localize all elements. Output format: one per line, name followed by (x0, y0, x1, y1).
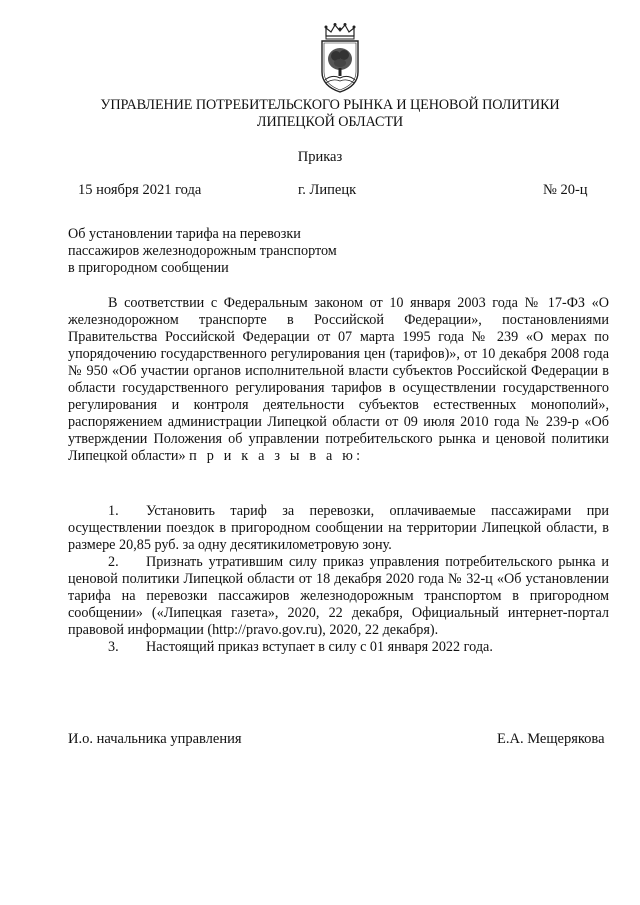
subject-line-1: Об установлении тарифа на перевозки (68, 226, 301, 242)
organization-name (60, 97, 600, 131)
order-item-number: 2. (108, 554, 119, 570)
order-item-number: 3. (108, 639, 119, 655)
document-date: 15 ноября 2021 года (78, 182, 202, 198)
order-item-text: Признать утратившим силу приказ управления потребительского рынка и ценовой политики Липецкой области от 18 декабря 2020 года № 32-ц «Об установлении тарифа на перевозки пассажиров железнодорожным транспортом в пригородном сообщении» («Липецкая газета», 2020, 22 декабря, Официальный интернет-портал правовой информации (http://pravo.gov.ru), 2020, 22 декабря). (68, 554, 609, 638)
document-subject (68, 226, 337, 277)
preamble-text: В соответствии с Федеральным законом от 10 января 2003 года № 17-ФЗ «О железнодорожном транспорте в Российской Федерации», постановлениями Правительства Российской Федерации от 07 марта 1995 года № 239 «О мерах по упорядочению государственного регулирования цен (тарифов)», от 10 декабря 2008 года № 950 «Об участии органов исполнительной власти субъектов Российской Федерации в области государственного регулирования тарифов в осуществлении государственного регулирования и контроля деятельности субъектов естественных монополий», распоряжением администрации Липецкой области от 09 июля 2010 года № 239-р «Об утверждении Положения об управлении потребительского рынка и ценовой политики Липецкой области» (68, 295, 609, 464)
preamble (68, 295, 609, 465)
document-city: г. Липецк (298, 182, 357, 198)
subject-line-3: в пригородном сообщении (68, 260, 229, 276)
order-item-text: Настоящий приказ вступает в силу с 01 января 2022 года. (146, 639, 493, 655)
order-item (68, 503, 609, 554)
document-number: № 20-ц (543, 182, 588, 198)
subject-line-2: пассажиров железнодорожным транспортом (68, 243, 337, 259)
order-items (68, 503, 609, 656)
order-item (68, 639, 609, 656)
order-item (68, 554, 609, 639)
order-item-text: Установить тариф за перевозки, оплачиваемые пассажирами при осуществлении поездок в пригородном сообщении на территории Липецкой области, в размере 20,85 руб. за одну десятикилометровую зону. (68, 503, 609, 553)
order-word: п р и к а з ы в а ю: (189, 448, 364, 464)
order-item-number: 1. (108, 503, 119, 519)
document-type: Приказ (297, 149, 343, 165)
lipetsk-coat-of-arms-icon (318, 22, 362, 94)
org-line-2: ЛИПЕЦКОЙ ОБЛАСТИ (256, 114, 404, 130)
signer-role: И.о. начальника управления (68, 731, 242, 747)
signer-name: Е.А. Мещерякова (497, 731, 605, 747)
org-line-1: УПРАВЛЕНИЕ ПОТРЕБИТЕЛЬСКОГО РЫНКА И ЦЕНОВОЙ ПОЛИТИКИ (100, 97, 560, 113)
